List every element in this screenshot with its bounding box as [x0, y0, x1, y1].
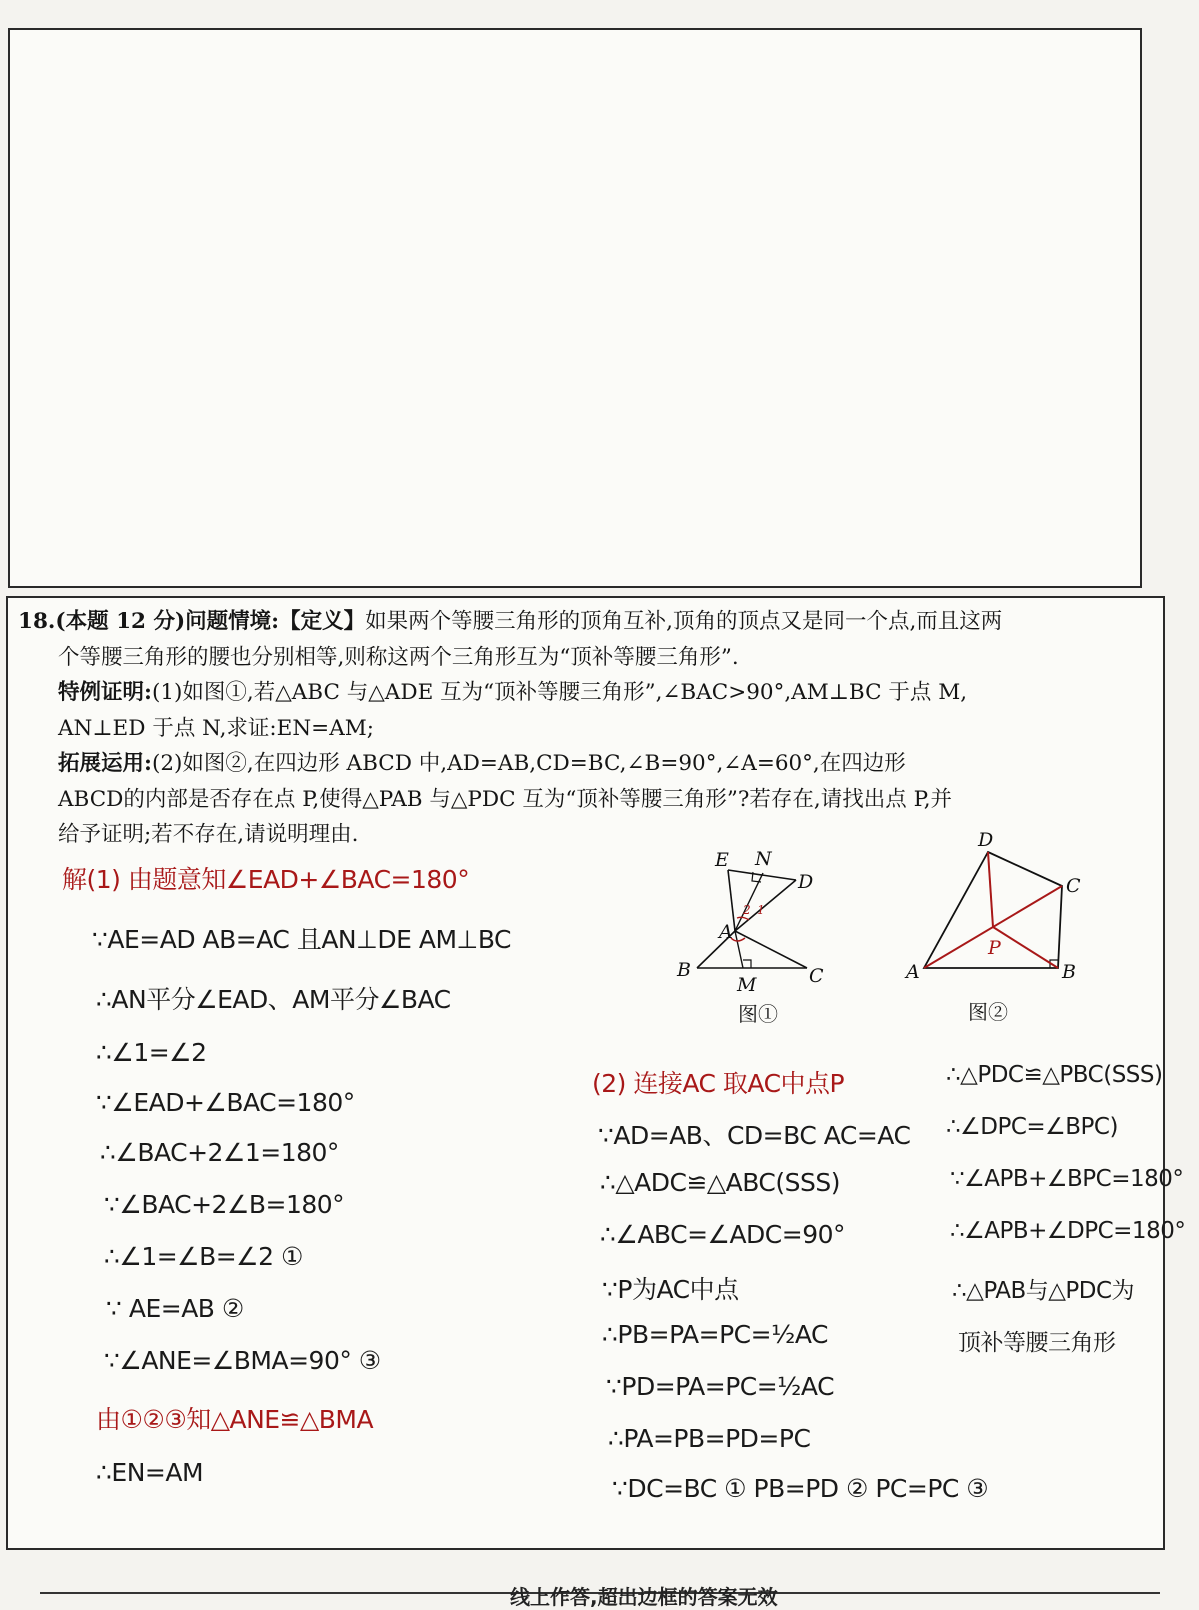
fig1-label-B: B: [677, 959, 691, 981]
question-number: 18.: [18, 609, 56, 634]
sol2-line-5: ∵P为AC中点: [602, 1275, 739, 1304]
sol2-line-7: ∵PD=PA=PC=½AC: [606, 1372, 835, 1401]
fig1-label-E: E: [715, 849, 729, 871]
special-label: 特例证明:: [58, 680, 152, 705]
fig2-caption: 图②: [968, 1000, 1008, 1024]
fig1-angle-2: 2: [743, 903, 751, 917]
question-text: [18, 604, 1153, 853]
sol3-line-2: ∴∠DPC=∠BPC): [946, 1114, 1118, 1140]
sol1-line-1: 解(1) 由题意知∠EAD+∠BAC=180°: [62, 865, 470, 894]
sol2-line-8: ∴PA=PB=PD=PC: [608, 1424, 811, 1453]
sol1-line-7: ∵∠BAC+2∠B=180°: [104, 1190, 345, 1219]
sol2-line-1: (2) 连接AC 取AC中点P: [592, 1069, 845, 1098]
sol1-line-8: ∴∠1=∠B=∠2 ①: [104, 1242, 303, 1271]
question-header: (本题 12 分)问题情境:: [55, 609, 280, 634]
definition-label: 【定义】: [279, 609, 366, 634]
special-text2: AN⊥ED 于点 N,求证:EN=AM;: [58, 715, 374, 741]
fig1-caption: 图①: [738, 1002, 778, 1026]
extend-text: (2)如图②,在四边形 ABCD 中,AD=AB,CD=BC,∠B=90°,∠A=60°,在四边形: [151, 751, 906, 776]
sol2-line-4: ∴∠ABC=∠ADC=90°: [600, 1220, 846, 1249]
sol3-line-5: ∴△PAB与△PDC为: [952, 1278, 1135, 1304]
sol1-line-10: ∵∠ANE=∠BMA=90° ③: [104, 1346, 381, 1375]
special-text: (1)如图①,若△ABC 与△ADE 互为“顶补等腰三角形”,∠BAC>90°,AM⊥BC 于点 M,: [151, 680, 968, 705]
fig1-label-N: N: [755, 848, 772, 870]
fig1-label-M: M: [737, 974, 757, 996]
figure-1: [673, 848, 843, 1013]
sol3-line-6: 顶补等腰三角形: [958, 1330, 1116, 1356]
fig1-angle-1: 1: [757, 903, 765, 917]
question-line1: 如果两个等腰三角形的顶角互补,顶角的顶点又是同一个点,而且这两: [365, 609, 1003, 634]
sol2-line-9: ∵DC=BC ① PB=PD ② PC=PC ③: [612, 1474, 989, 1503]
sol3-line-4: ∴∠APB+∠DPC=180°: [950, 1218, 1186, 1244]
sol1-line-9: ∵ AE=AB ②: [106, 1294, 244, 1323]
sol1-line-4: ∴∠1=∠2: [96, 1038, 207, 1067]
sol1-line-3: ∴AN平分∠EAD、AM平分∠BAC: [96, 985, 451, 1014]
fig1-label-C: C: [809, 965, 824, 987]
sol3-line-1: ∴△PDC≌△PBC(SSS): [946, 1062, 1163, 1088]
fig1-label-D: D: [798, 871, 814, 893]
fig2-label-C: C: [1066, 875, 1081, 897]
fig2-label-B: B: [1062, 961, 1076, 983]
sol1-line-5: ∵∠EAD+∠BAC=180°: [96, 1088, 355, 1117]
fig2-label-D: D: [978, 829, 994, 851]
sol1-line-6: ∴∠BAC+2∠1=180°: [100, 1138, 339, 1167]
sol1-line-12: ∴EN=AM: [96, 1458, 204, 1487]
sol1-line-2: ∵AE=AD AB=AC 且AN⊥DE AM⊥BC: [92, 925, 512, 954]
answer-area-previous: [8, 28, 1142, 588]
sol2-line-2: ∵AD=AB、CD=BC AC=AC: [598, 1121, 911, 1150]
footer-note: 线上作答,超出边框的答案无效: [510, 1585, 778, 1609]
extend-text2: ABCD的内部是否存在点 P,使得△PAB 与△PDC 互为“顶补等腰三角形”?若存在,请找出点 P,并: [58, 786, 953, 812]
sol2-line-3: ∴△ADC≌△ABC(SSS): [600, 1168, 840, 1197]
extend-text3: 给予证明;若不存在,请说明理由.: [58, 822, 359, 847]
fig2-label-A: A: [906, 961, 920, 983]
sol3-line-3: ∵∠APB+∠BPC=180°: [950, 1166, 1184, 1192]
question-line2: 个等腰三角形的腰也分别相等,则称这两个三角形互为“顶补等腰三角形”.: [58, 644, 739, 670]
figure-2: [900, 828, 1100, 998]
fig1-label-A: A: [719, 921, 733, 943]
question-18-box: [6, 596, 1186, 1550]
extend-label: 拓展运用:: [58, 751, 152, 776]
sol2-line-6: ∴PB=PA=PC=½AC: [602, 1320, 828, 1349]
sol1-line-11: 由①②③知△ANE≌△BMA: [96, 1405, 374, 1434]
fig2-label-P: P: [988, 937, 1001, 959]
